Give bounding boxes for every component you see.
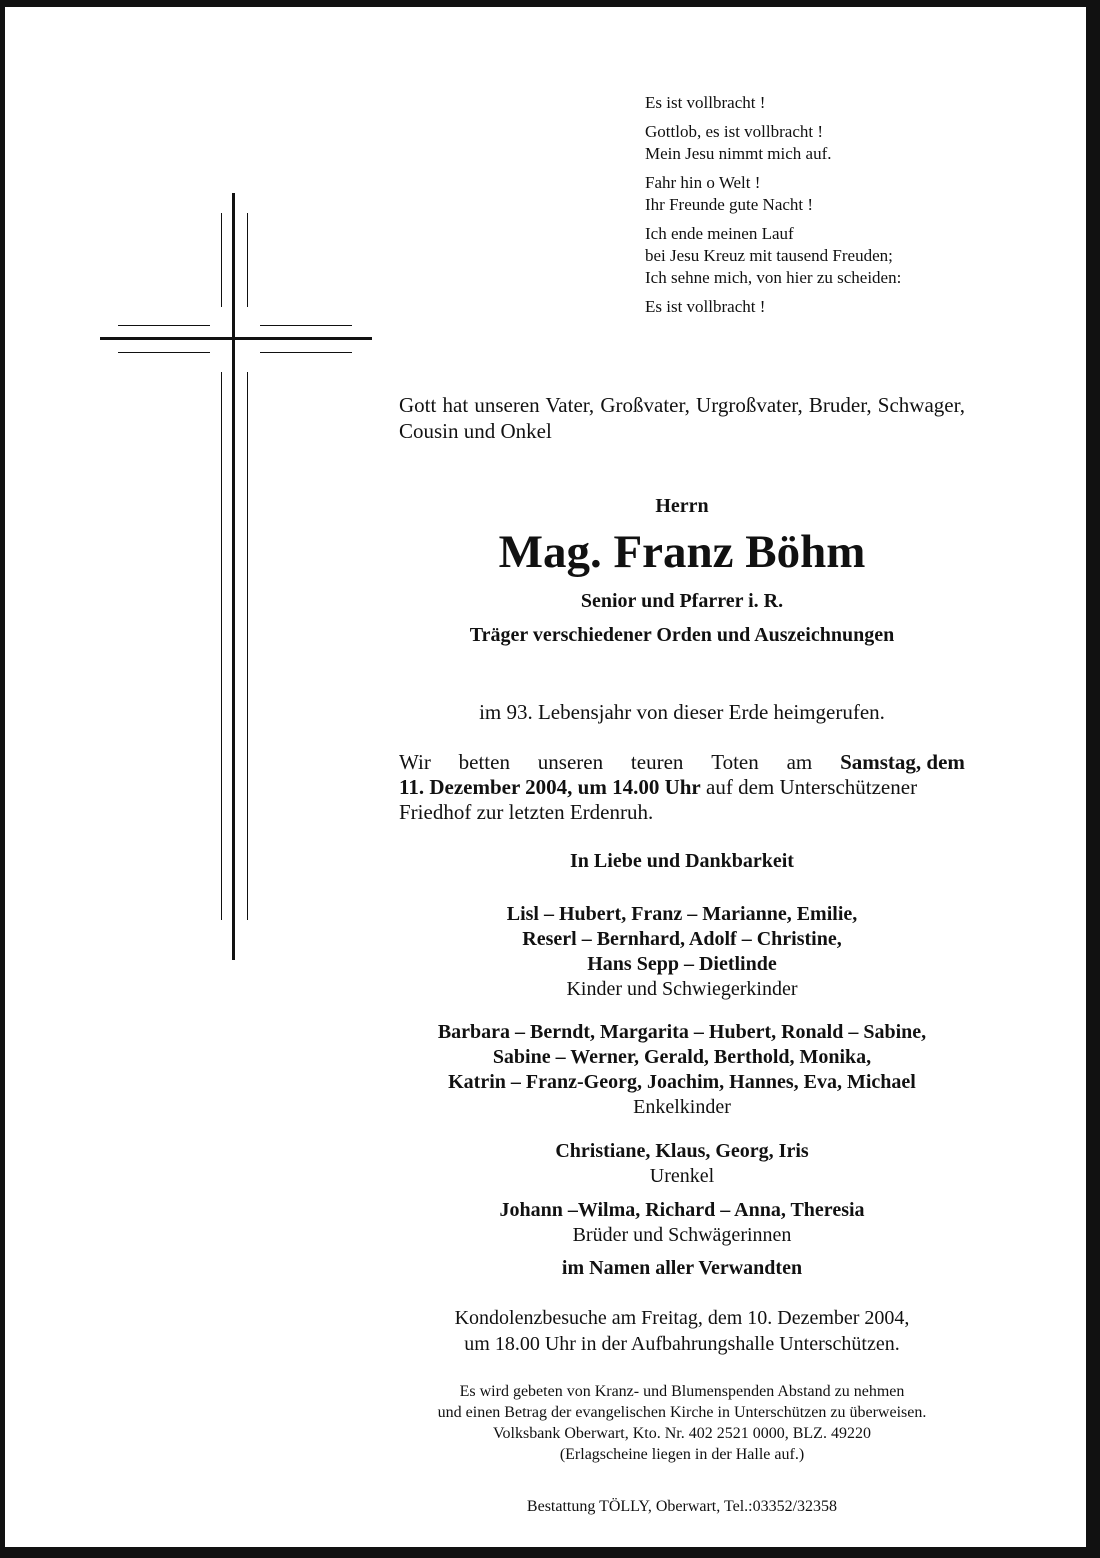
- poem-stanza: [645, 172, 1005, 216]
- poem-line: Ihr Freunde gute Nacht !: [645, 195, 814, 214]
- poem-stanza: [645, 92, 1005, 114]
- mourner-names: Johann –Wilma, Richard – Anna, Theresia: [499, 1199, 865, 1221]
- funeral-word: betten: [458, 750, 510, 774]
- mourner-relation: Urenkel: [649, 1165, 715, 1187]
- poem: [645, 92, 1005, 325]
- funeral-line-3: Friedhof zur letzten Erdenruh.: [399, 800, 654, 824]
- funeral-line-2: [399, 775, 965, 800]
- relatives-line: im Namen aller Verwandten: [561, 1257, 803, 1279]
- mourner-relation: Brüder und Schwägerinnen: [572, 1224, 792, 1246]
- poem-line: Es ist vollbracht !: [645, 93, 766, 112]
- donation-line: und einen Betrag der evangelischen Kirche in Unterschützen zu überweisen.: [437, 1404, 927, 1421]
- funeral-line-1: [399, 750, 965, 775]
- donation-line: Volksbank Oberwart, Kto. Nr. 402 2521 0000, BLZ. 49220: [493, 1425, 871, 1442]
- poem-line: Es ist vollbracht !: [645, 297, 766, 316]
- condolence-info: [382, 1305, 982, 1357]
- poem-line: Mein Jesu nimmt mich auf.: [645, 144, 832, 163]
- funeral-word: am: [786, 750, 813, 774]
- mourner-group-grandchildren: [382, 1020, 982, 1120]
- funeral-word: unseren: [537, 750, 604, 774]
- mourner-names: Katrin – Franz-Georg, Joachim, Hannes, Eva, Michael: [448, 1071, 916, 1093]
- mourner-relation: Enkelkinder: [633, 1096, 731, 1118]
- poem-line: Ich ende meinen Lauf: [645, 224, 794, 243]
- funeral-word: Toten: [711, 750, 759, 774]
- mourner-names: Barbara – Berndt, Margarita – Hubert, Ronald – Sabine,: [437, 1021, 927, 1043]
- funeral-word: teuren: [630, 750, 684, 774]
- donation-line: Es wird gebeten von Kranz- und Blumenspenden Abstand zu nehmen: [459, 1383, 905, 1400]
- age-line: im 93. Lebensjahr von dieser Erde heimgerufen.: [479, 700, 885, 724]
- salutation: Herrn: [655, 495, 709, 517]
- intro-text: Gott hat unseren Vater, Großvater, Urgroßvater, Bruder, Schwager, Cousin und Onkel: [399, 393, 965, 443]
- deceased-title: Senior und Pfarrer i. R.: [580, 590, 784, 612]
- poem-line: Fahr hin o Welt !: [645, 173, 761, 192]
- deceased-name: Mag. Franz Böhm: [498, 526, 866, 578]
- funeral-info: [399, 750, 965, 825]
- funeral-day: Samstag, dem: [840, 750, 965, 774]
- mourner-group-siblings: [382, 1198, 982, 1248]
- undertaker-line: Bestattung TÖLLY, Oberwart, Tel.:03352/32358: [526, 1498, 838, 1515]
- deceased-honors: Träger verschiedener Orden und Auszeichnungen: [469, 624, 895, 646]
- poem-line: Ich sehne mich, von hier zu scheiden:: [645, 268, 902, 287]
- mourner-names: Reserl – Bernhard, Adolf – Christine,: [522, 928, 842, 950]
- condolence-line: um 18.00 Uhr in der Aufbahrungshalle Unterschützen.: [464, 1333, 900, 1355]
- donation-info: [382, 1381, 982, 1465]
- mourner-relation: Kinder und Schwiegerkinder: [566, 978, 798, 1000]
- poem-stanza: [645, 121, 1005, 165]
- poem-line: Gottlob, es ist vollbracht !: [645, 122, 824, 141]
- donation-line: (Erlagscheine liegen in der Halle auf.): [559, 1446, 805, 1463]
- funeral-place: auf dem Unterschützener: [700, 775, 918, 799]
- mourner-names: Christiane, Klaus, Georg, Iris: [555, 1140, 809, 1162]
- funeral-date: 11. Dezember 2004, um 14.00 Uhr: [399, 775, 701, 799]
- dankbarkeit-heading: In Liebe und Dankbarkeit: [570, 850, 794, 872]
- mourner-names: Hans Sepp – Dietlinde: [587, 953, 777, 975]
- poem-stanza: [645, 223, 1005, 289]
- mourner-group-great-grandchildren: [382, 1139, 982, 1189]
- condolence-line: Kondolenzbesuche am Freitag, dem 10. Dezember 2004,: [454, 1307, 910, 1329]
- poem-stanza: [645, 296, 1005, 318]
- mourner-names: Sabine – Werner, Gerald, Berthold, Monika,: [492, 1046, 872, 1068]
- mourner-names: Lisl – Hubert, Franz – Marianne, Emilie,: [506, 903, 858, 925]
- funeral-word: Wir: [399, 750, 431, 774]
- mourner-group-children: [382, 902, 982, 1002]
- poem-line: bei Jesu Kreuz mit tausend Freuden;: [645, 246, 893, 265]
